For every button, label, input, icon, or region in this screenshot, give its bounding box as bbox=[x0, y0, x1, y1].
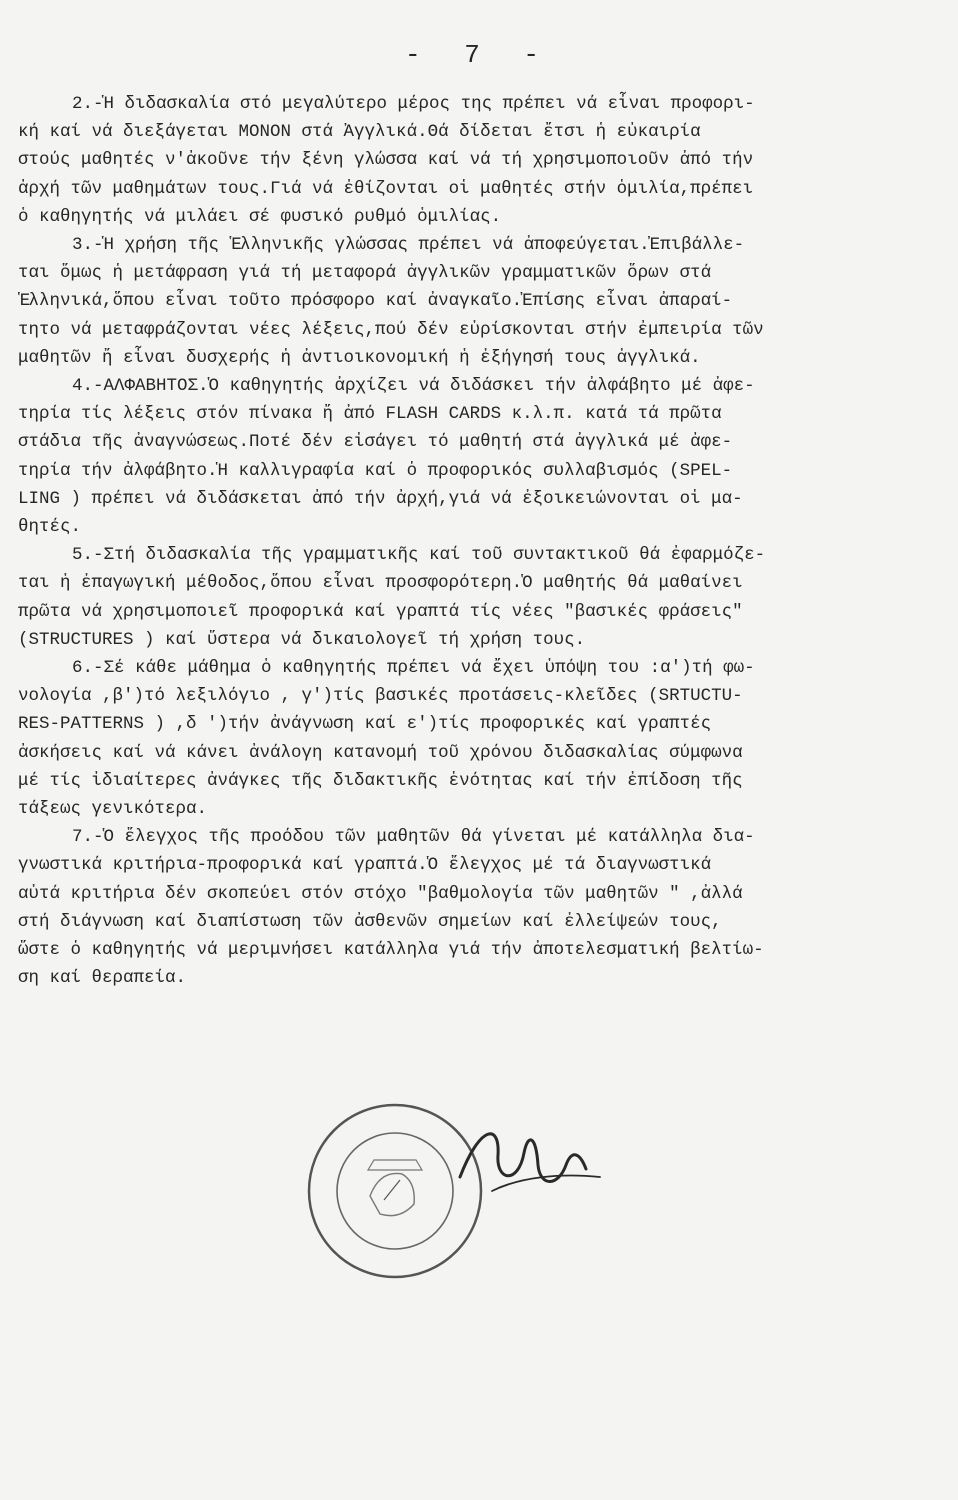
text-line: νολογία ,β')τό λεξιλόγιο , γ')τίς βασικές προτάσεις-κλεῖδες (SRTUCTU- bbox=[18, 686, 743, 707]
text-line: ἀσκήσεις καί νά κάνει ἀνάλογη κατανομή τοῦ χρόνου διδασκαλίας σύμφωνα bbox=[18, 742, 743, 763]
signature-icon bbox=[440, 1115, 620, 1205]
text-line: 6.-Σέ κάθε μάθημα ὁ καθηγητής πρέπει νά ἔχει ὑπόψη του :α')τή φω- bbox=[72, 658, 755, 679]
text-line: ὥστε ὁ καθηγητής νά μεριμνήσει κατάλληλα γιά τήν ἀποτελεσματική βελτίω- bbox=[18, 940, 764, 961]
text-line: κή καί νά διεξάγεται ΜΟΝΟΝ στά Ἀγγλικά.Θά δίδεται ἔτσι ἡ εὐκαιρία bbox=[18, 122, 701, 143]
paragraph-2 bbox=[18, 90, 948, 231]
text-line: μαθητῶν ἤ εἶναι δυσχερής ἡ ἀντιοικονομική ἡ ἐξήγησή τους ἀγγλικά. bbox=[18, 347, 701, 368]
text-line: πρῶτα νά χρησιμοποιεῖ προφορικά καί γραπτά τίς νέες "βασικές φράσεις" bbox=[18, 601, 743, 622]
paragraph-4 bbox=[18, 372, 948, 541]
text-line: τητο νά μεταφράζονται νέες λέξεις,πού δέν εὑρίσκονται στήν ἐμπειρία τῶν bbox=[18, 319, 764, 340]
text-line: ὁ καθηγητής νά μιλάει σέ φυσικό ρυθμό ὁμιλίας. bbox=[18, 206, 502, 227]
text-line: τηρία τήν ἀλφάβητο.Ἡ καλλιγραφία καί ὁ προφορικός συλλαβισμός (SPEL- bbox=[18, 460, 733, 481]
text-line: 5.-Στή διδασκαλία τῆς γραμματικῆς καί τοῦ συντακτικοῦ θά ἐφαρμόζε- bbox=[72, 545, 766, 566]
paragraph-3 bbox=[18, 231, 948, 372]
body-text bbox=[18, 90, 948, 993]
text-line: 7.-Ὁ ἔλεγχος τῆς προόδου τῶν μαθητῶν θά γίνεται μέ κατάλληλα δια- bbox=[72, 827, 755, 848]
paragraph-7 bbox=[18, 823, 948, 992]
page-number: - 7 - bbox=[404, 40, 553, 70]
text-line: ται ἡ ἐπαγωγική μέθοδος,ὅπου εἶναι προσφορότερη.Ὁ μαθητής θά μαθαίνει bbox=[18, 573, 743, 594]
text-line: στούς μαθητές ν'ἀκοῦνε τήν ξένη γλώσσα καί νά τή χρησιμοποιοῦν ἀπό τήν bbox=[18, 150, 754, 171]
text-line: γνωστικά κριτήρια-προφορικά καί γραπτά.Ὁ ἔλεγχος μέ τά διαγνωστικά bbox=[18, 855, 712, 876]
text-line: (STRUCTURES ) καί ὕστερα νά δικαιολογεῖ τή χρήση τους. bbox=[18, 629, 586, 650]
text-line: 2.-Ἡ διδασκαλία στό μεγαλύτερο μέρος της πρέπει νά εἶναι προφορι- bbox=[72, 94, 755, 114]
text-line: Ἑλληνικά,ὅπου εἶναι τοῦτο πρόσφορο καί ἀναγκαῖο.Ἐπίσης εἶναι ἀπαραί- bbox=[18, 291, 733, 312]
text-line: ται ὅμως ἡ μετάφραση γιά τή μεταφορά ἀγγλικῶν γραμματικῶν ὅρων στά bbox=[18, 263, 712, 284]
text-line: στάδια τῆς ἀναγνώσεως.Ποτέ δέν εἰσάγει τό μαθητή στά ἀγγλικά μέ ἀφε- bbox=[18, 432, 733, 453]
text-line: αὐτά κριτήρια δέν σκοπεύει στόν στόχο "βαθμολογία τῶν μαθητῶν " ,ἀλλά bbox=[18, 883, 743, 904]
text-line: 3.-Ἡ χρήση τῆς Ἑλληνικῆς γλώσσας πρέπει νά ἀποφεύγεται.Ἐπιβάλλε- bbox=[72, 235, 745, 256]
text-line: LING ) πρέπει νά διδάσκεται ἀπό τήν ἀρχή,γιά νά ἐξοικειώνονται οἱ μα- bbox=[18, 488, 743, 509]
text-line: RES-PATTERNS ) ,δ ')τήν ἀνάγνωση καί ε')τίς προφορικές καί γραπτές bbox=[18, 714, 712, 735]
text-line: τηρία τίς λέξεις στόν πίνακα ἤ ἀπό FLASH CARDS κ.λ.π. κατά τά πρῶτα bbox=[18, 404, 722, 425]
text-line: στή διάγνωση καί διαπίστωση τῶν ἀσθενῶν σημείων καί ἐλλείψεών τους, bbox=[18, 911, 722, 932]
paragraph-6 bbox=[18, 654, 948, 823]
text-line: 4.-ΑΛΦΑΒΗΤΟΣ.Ὁ καθηγητής ἀρχίζει νά διδάσκει τήν ἀλφάβητο μέ ἀφε- bbox=[72, 376, 755, 397]
text-line: θητές. bbox=[18, 517, 82, 538]
text-line: ση καί θεραπεία. bbox=[18, 968, 187, 989]
text-line: μέ τίς ἰδιαίτερες ἀνάγκες τῆς διδακτικῆς ἑνότητας καί τήν ἐπίδοση τῆς bbox=[18, 770, 743, 791]
text-line: τάξεως γενικότερα. bbox=[18, 799, 208, 820]
paragraph-5 bbox=[18, 541, 948, 654]
text-line: ἀρχή τῶν μαθημάτων τους.Γιά νά ἐθίζονται οἱ μαθητές στήν ὁμιλία,πρέπει bbox=[18, 178, 754, 199]
